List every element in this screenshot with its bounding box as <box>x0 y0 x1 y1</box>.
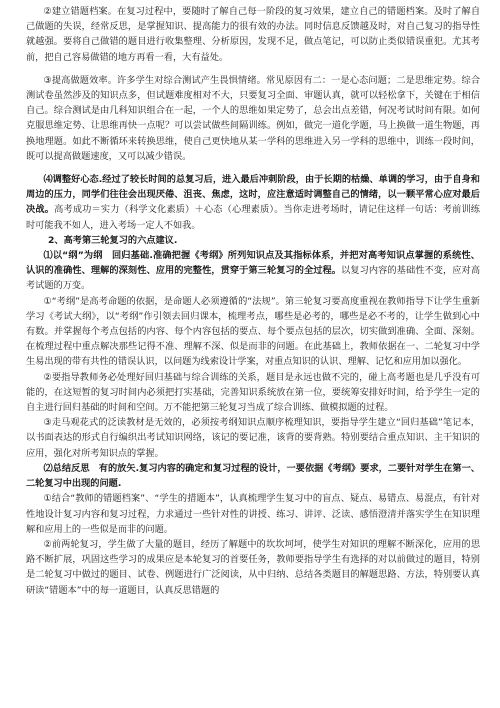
paragraph-reading-notes: ③走马观花式的泛读教材是无效的，必须按考纲知识点顺序梳理知识，要指导学生建立“回归基础”笔记本，以书面表达的形式自行编织出考试知识网络，该记的要记准，该背的要背熟。特别要结合重点知识、主干知识的应用，强化对所考知识点的掌握。 <box>26 417 480 459</box>
paragraph-syllabus <box>26 248 480 294</box>
paragraph-mindset <box>26 172 480 233</box>
paragraph-review-results: ②前两轮复习，学生做了大量的题目，经历了解题中的坎坎坷坷，使学生对知识的理解不断深化，应用的思路不断扩展，巩固这些学习的成果应是本轮复习的首要任务，教师要指导学生有选择的对以前做过的题目，特别是二轮复习中做过的题目、试卷、例题进行广泛阅读，从中归纳、总结各类题目的解题思路、方法，特别要认真研读“错题本”中的每一道题目，认真反思错题的 <box>26 538 480 596</box>
paragraph-efficiency: ③提高做题效率。许多学生对综合测试产生畏惧情绪。常见原因有二：一是心态问题；二是思维定势。综合测试卷虽然涉及的知识点多，但试题难度相对不大，只要复习全面、审题认真，就可以轻松拿下，关键在于相信自己。综合测试是由几科知识组合在一起，一个人的思维如果定势了，总会出点差错，何况考试时间有限。如何克服思维定势、让思维再快一点呢？可以尝试做些间隔训练。例如，做完一道化学题，马上换做一道生物题，再换地理题。如此不断循环来转换思维，使自己更快地从某一学科的思维进入另一学科的思维中，训练一段时间，既可以提高做题速度，又可以减少错误。 <box>26 74 480 162</box>
paragraph-error-file: ②建立错题档案。在复习过程中，要随时了解自己每一阶段的复习效果，建立自己的错题档案。及时了解自己做题的失误，经常反思，是掌握知识、提高能力的很有效的办法。同时信息反馈越及时，对自己复习的指导性就越强。要将自己做错的题目进行收集整理、分析原因，发现不足，做点笔记，可以防止类似错误重犯。尤其考前，把自己容易做错的地方再看一看，大有益处。 <box>26 6 480 63</box>
mindset-bold-text: ⑷调整好心态.经过了较长时间的总复习后，进入最后冲刺阶段，由于长期的枯燥、单调的学习，由于自身和周边的压力，同学们往往会出现厌倦、沮丧、焦虑，这时，应注意适时调整自己的情绪，以一颗平常心应对最后决战。 <box>26 174 480 216</box>
paragraph-reflection <box>26 461 480 491</box>
syllabus-bold-text: ⑴以“纲”为纲 回归基础.准确把握《考纲》所列知识点及其指标体系，并把对高考知识点掌握的系统性、认识的准确性、理解的深刻性、应用的完整性，贯穿于第三轮复习的全过程。 <box>26 250 480 277</box>
syllabus-text: 以复习内容的基础性不变，应对高考试题的万变。 <box>26 265 481 292</box>
section-heading: 2、高考第三轮复习的六点建议. <box>48 234 178 246</box>
paragraph-syllabus-basis: ①“考纲”是高考命题的依据，是命题人必须遵循的“法规”。第三轮复习要高度重视在教师指导下让学生重新学习《考试大纲》，以“考纲”作引领去回归课本，梳理考点，哪些是必考的，哪些是必不考的，让学生做到心中有数。并掌握每个考点包括的内容、每个内容包括的要点、每个要点包括的层次，切实做到准确、全面、深刻。在梳理过程中重点解决那些记得不准、理解不深、似是而非的问题。在此基础上，教师依据在一、二轮复习中学生易出现的带有共性的错误认识，以问题为线索设计学案，对重点知识的认识、理解、记忆和应用加以强化。 <box>26 295 480 368</box>
paragraph-basics-training: ②要指导教师务必处理好回归基础与综合训练的关系，题目是永远也做不完的，碰上高考题也是几乎没有可能的，在这短暂的复习时间内必须把打实基础，完善知识系统放在第一位，要统筹安排好时间，给予学生一定的自主进行回归基础的时间和空间。万不能把第三轮复习当成了综合训练、做模拟题的过程。 <box>26 371 480 414</box>
reflection-bold-text: ⑵总结反思 有的放矢.复习内容的确定和复习过程的设计，一要依据《考纲》要求，二要针对学生在第一、二轮复习中出现的问题. <box>26 462 480 490</box>
paragraph-error-notebook: ①结合“教师的错题档案”、“学生的措题本”，认真梳理学生复习中的盲点、疑点、易错点、易混点，有针对性地设计复习内容和复习过程，力求通过一些针对性的讲授、练习、讲评、泛读、感悟澄清并落实学生在知识理解和应用上的一些似是而非的问题。 <box>26 493 480 535</box>
mindset-text: 高考成功＝实力（科学文化素质）＋心态（心理素质）。当你走进考场时，请记住这样一句话：考前训练时可能我不如人，进入考场一定人不如我。 <box>26 204 480 231</box>
